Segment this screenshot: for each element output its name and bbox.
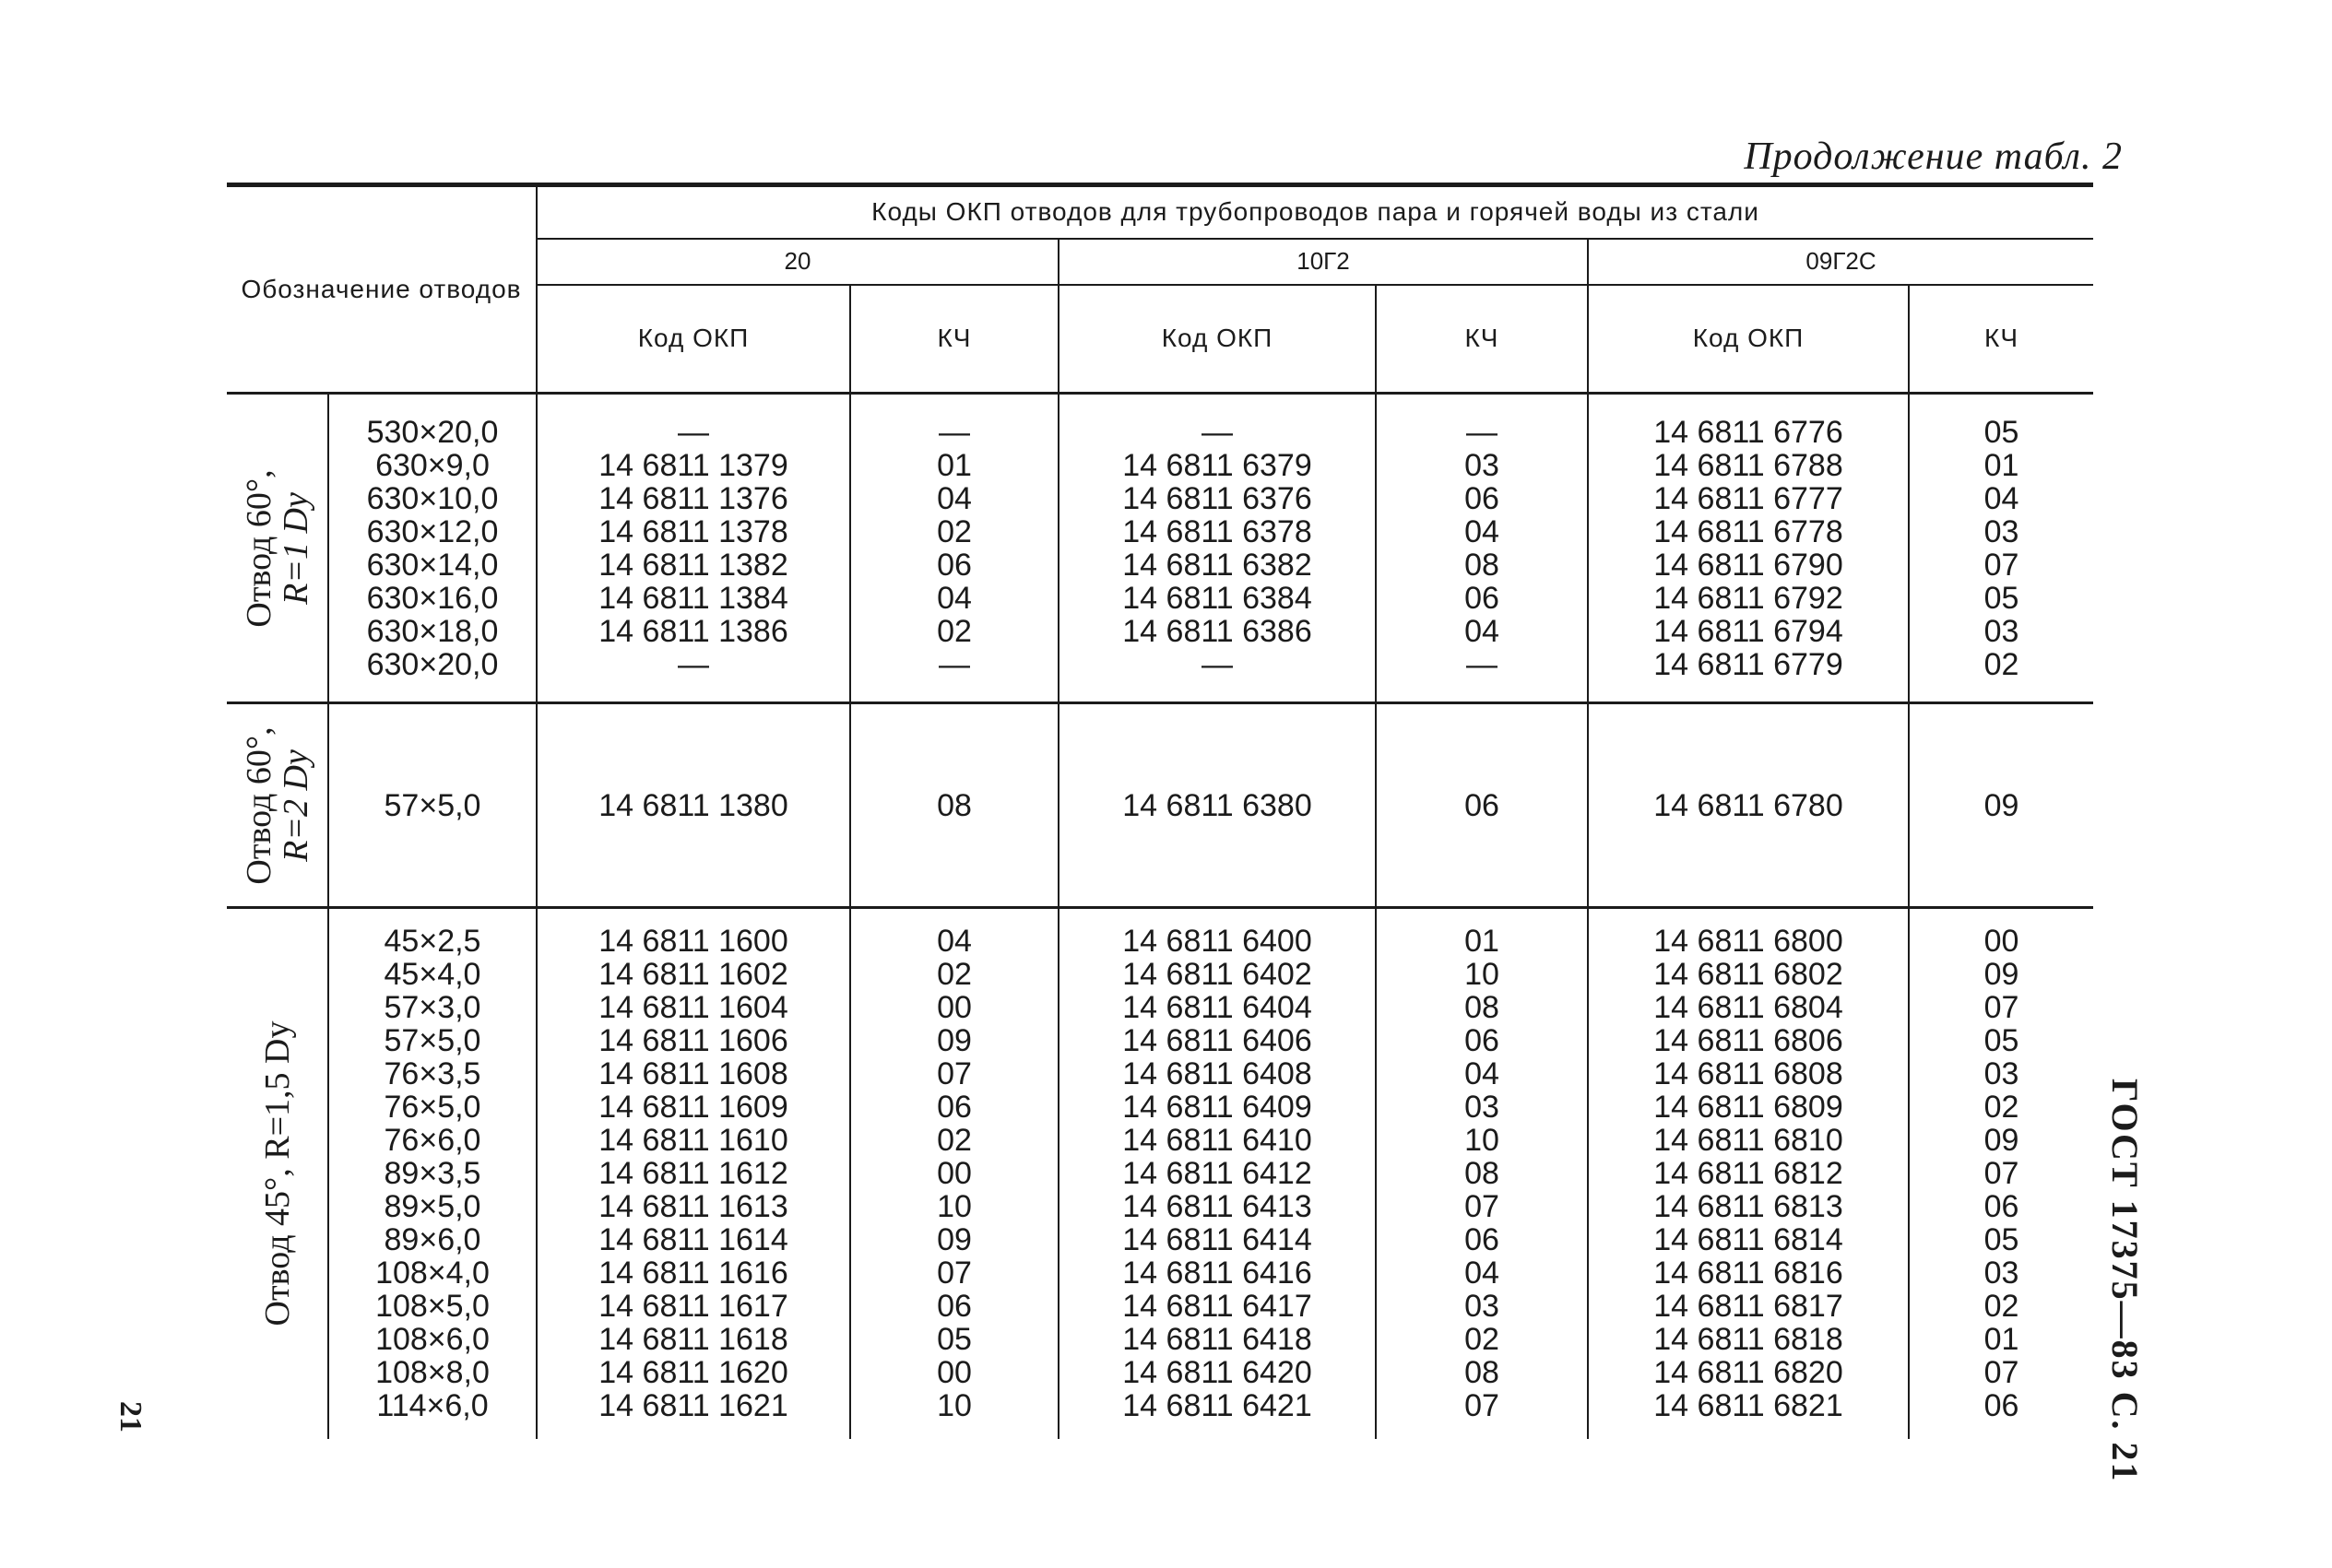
- code-09g2s-value: 14 6811 6778: [1653, 513, 1843, 549]
- kch-20-value: 08: [937, 787, 972, 823]
- code-20-value: 14 6811 1604: [598, 990, 788, 1026]
- size-column-value: 76×6,0: [384, 1123, 481, 1159]
- kch-10g2-value: 03: [1464, 1090, 1499, 1126]
- code-10g2-value: 14 6811 6384: [1122, 580, 1312, 616]
- kch-09g2s-value: 07: [1983, 990, 2019, 1026]
- code-10g2-value: 14 6811 6414: [1122, 1222, 1312, 1258]
- code-09g2s-value: 14 6811 6790: [1653, 547, 1843, 583]
- group-label: [241, 469, 314, 627]
- okp-codes-table: [227, 183, 2093, 1439]
- kch-20-cell: [850, 394, 1059, 703]
- kch-09g2s-value: 06: [1983, 1388, 2019, 1424]
- code-09g2s-value: 14 6811 6813: [1653, 1189, 1843, 1225]
- kch-09g2s-value: 09: [1983, 787, 2019, 823]
- kch-09g2s-value: 03: [1983, 513, 2019, 549]
- code-09g2s-value: 14 6811 6802: [1653, 957, 1843, 993]
- code-09g2s-value: 14 6811 6808: [1653, 1056, 1843, 1092]
- group-label-line1: Отвод 45°, R=1,5 Dу: [257, 1020, 297, 1326]
- kch-09g2s-value: 01: [1983, 447, 2019, 483]
- kch-09g2s-cell: [1909, 908, 2093, 1439]
- kch-09g2s-value: 09: [1983, 957, 2019, 993]
- code-09g2s-value: 14 6811 6812: [1653, 1156, 1843, 1192]
- page-number: 21: [113, 1401, 148, 1432]
- steel-09g2s-header: 09Г2С: [1588, 239, 2093, 285]
- code-10g2-value: 14 6811 6420: [1122, 1355, 1312, 1391]
- code-20-value: 14 6811 1612: [598, 1156, 788, 1192]
- size-column-cell: [328, 908, 537, 1439]
- code-20-value: 14 6811 1376: [598, 480, 788, 516]
- code-10g2-value: 14 6811 6416: [1122, 1256, 1312, 1291]
- code-20-cell: [537, 394, 850, 703]
- designation-header: Обозначение отводов: [227, 185, 537, 394]
- kch-09g2s-value: 01: [1983, 1322, 2019, 1358]
- kch-10g2-cell: [1376, 394, 1588, 703]
- code-10g2-value: 14 6811 6379: [1122, 447, 1312, 483]
- group-label-cell: [227, 908, 328, 1439]
- size-column-cell: [328, 703, 537, 908]
- code-20-value: 14 6811 1382: [598, 547, 788, 583]
- code-09g2s-value: 14 6811 6820: [1653, 1355, 1843, 1391]
- size-column-value: 108×8,0: [375, 1355, 490, 1391]
- code-10g2-value: 14 6811 6404: [1122, 990, 1312, 1026]
- code-20-value: 14 6811 1378: [598, 513, 788, 549]
- code-20-value: 14 6811 1610: [598, 1123, 788, 1159]
- kch-20-value: 06: [937, 1090, 972, 1126]
- kch-10g2-value: 03: [1464, 447, 1499, 483]
- code-09g2s-value: 14 6811 6800: [1653, 924, 1843, 960]
- group-label: [241, 726, 314, 884]
- code-20-value: 14 6811 1384: [598, 580, 788, 616]
- kch-20-value: 07: [937, 1056, 972, 1092]
- kch-20-value: 06: [937, 547, 972, 583]
- size-column-value: 108×5,0: [375, 1289, 490, 1325]
- code-20-value: 14 6811 1606: [598, 1023, 788, 1059]
- code-09g2s-value: 14 6811 6809: [1653, 1090, 1843, 1126]
- kch-09g2s-value: 07: [1983, 1156, 2019, 1192]
- code-20-value: 14 6811 1609: [598, 1090, 788, 1126]
- size-column-value: 108×6,0: [375, 1322, 490, 1358]
- kch-09g2s-value: 02: [1983, 646, 2019, 682]
- code-20-value: 14 6811 1380: [598, 787, 788, 823]
- code-10g2-value: 14 6811 6410: [1122, 1123, 1312, 1159]
- kch-09g2s-value: 05: [1983, 1023, 2019, 1059]
- size-column-value: 57×5,0: [384, 1023, 481, 1059]
- code-09g2s-value: 14 6811 6821: [1653, 1388, 1843, 1424]
- kch-20-value: 00: [937, 990, 972, 1026]
- group-row: [227, 703, 2093, 908]
- code-09g2s-value: 14 6811 6780: [1653, 787, 1843, 823]
- kch-10g2-value: 06: [1464, 1222, 1499, 1258]
- kch-09g2s-value: 02: [1983, 1090, 2019, 1126]
- kch-20-value: 10: [937, 1388, 972, 1424]
- kch-09g2s-value: 00: [1983, 924, 2019, 960]
- code-20-value: 14 6811 1618: [598, 1322, 788, 1358]
- table-caption: Продолжение табл. 2: [1744, 136, 2123, 178]
- code-10g2-value: 14 6811 6386: [1122, 613, 1312, 649]
- group-label-cell: [227, 703, 328, 908]
- steel-20-header: 20: [537, 239, 1059, 285]
- kch-09g2s-value: 02: [1983, 1289, 2019, 1325]
- kch-09g2s-value: 05: [1983, 414, 2019, 450]
- kch-09g2s-value: 04: [1983, 480, 2019, 516]
- size-column-cell: [328, 394, 537, 703]
- code-20-value: 14 6811 1600: [598, 924, 788, 960]
- kch-20-value: 02: [937, 957, 972, 993]
- size-column-value: 45×4,0: [384, 957, 481, 993]
- code-10g2-value: —: [1202, 414, 1233, 450]
- size-column-value: 76×5,0: [384, 1090, 481, 1126]
- size-column-value: 630×20,0: [366, 646, 499, 682]
- code-20-value: 14 6811 1614: [598, 1222, 788, 1258]
- kch-20-cell: [850, 908, 1059, 1439]
- kch-20-value: 09: [937, 1222, 972, 1258]
- kch-10g2-cell: [1376, 908, 1588, 1439]
- kch-20-value: 06: [937, 1289, 972, 1325]
- code-20-value: 14 6811 1608: [598, 1056, 788, 1092]
- group-label-line2: R=2 Dу: [276, 749, 315, 862]
- code-20-cell: [537, 703, 850, 908]
- code-09g2s-value: 14 6811 6806: [1653, 1023, 1843, 1059]
- kch-20-value: 04: [937, 580, 972, 616]
- code-20-value: —: [678, 414, 709, 450]
- code-header: Код ОКП: [537, 285, 850, 394]
- group-label-line2: R=1 Dу: [276, 491, 315, 605]
- kch-20-value: 02: [937, 513, 972, 549]
- kch-20-value: 01: [937, 447, 972, 483]
- kch-20-cell: [850, 703, 1059, 908]
- kch-20-value: 02: [937, 1123, 972, 1159]
- kch-10g2-value: 08: [1464, 990, 1499, 1026]
- code-20-value: 14 6811 1616: [598, 1256, 788, 1291]
- code-10g2-value: 14 6811 6408: [1122, 1056, 1312, 1092]
- kch-10g2-value: 07: [1464, 1189, 1499, 1225]
- size-column-value: 114×6,0: [376, 1388, 489, 1424]
- code-20-value: 14 6811 1617: [598, 1289, 788, 1325]
- kch-20-value: 09: [937, 1023, 972, 1059]
- size-column-value: 89×3,5: [384, 1156, 481, 1192]
- size-column-value: 57×5,0: [384, 787, 481, 823]
- code-10g2-value: 14 6811 6376: [1122, 480, 1312, 516]
- kch-09g2s-value: 06: [1983, 1189, 2019, 1225]
- kch-09g2s-value: 03: [1983, 1056, 2019, 1092]
- group-label-line1: Отвод 60°,: [239, 725, 278, 885]
- code-09g2s-value: 14 6811 6792: [1653, 580, 1843, 616]
- kch-10g2-value: 03: [1464, 1289, 1499, 1325]
- kch-09g2s-value: 05: [1983, 1222, 2019, 1258]
- kch-10g2-value: 06: [1464, 480, 1499, 516]
- code-10g2-value: 14 6811 6412: [1122, 1156, 1312, 1192]
- size-column-value: 630×16,0: [366, 580, 499, 616]
- code-header: Код ОКП: [1588, 285, 1909, 394]
- size-column-value: 108×4,0: [375, 1256, 490, 1291]
- kch-10g2-value: 07: [1464, 1388, 1499, 1424]
- kch-10g2-value: 04: [1464, 1256, 1499, 1291]
- code-09g2s-value: 14 6811 6817: [1653, 1289, 1843, 1325]
- code-20-value: 14 6811 1602: [598, 957, 788, 993]
- code-10g2-value: 14 6811 6380: [1122, 787, 1312, 823]
- size-column-value: 630×9,0: [375, 447, 490, 483]
- kch-09g2s-value: 05: [1983, 580, 2019, 616]
- code-09g2s-value: 14 6811 6777: [1653, 480, 1843, 516]
- kch-header: КЧ: [1909, 285, 2093, 394]
- kch-10g2-value: 02: [1464, 1322, 1499, 1358]
- code-20-value: 14 6811 1621: [598, 1388, 788, 1424]
- kch-09g2s-value: 03: [1983, 1256, 2019, 1291]
- group-row: [227, 908, 2093, 1439]
- size-column-value: 76×3,5: [384, 1056, 481, 1092]
- code-20-cell: [537, 908, 850, 1439]
- kch-20-value: 00: [937, 1156, 972, 1192]
- code-20-value: 14 6811 1379: [598, 447, 788, 483]
- kch-10g2-value: 04: [1464, 513, 1499, 549]
- code-10g2-cell: [1059, 908, 1376, 1439]
- code-09g2s-cell: [1588, 908, 1909, 1439]
- code-10g2-value: 14 6811 6406: [1122, 1023, 1312, 1059]
- kch-20-value: 02: [937, 613, 972, 649]
- code-10g2-value: 14 6811 6421: [1122, 1388, 1312, 1424]
- size-column-value: 45×2,5: [384, 924, 481, 960]
- code-10g2-value: 14 6811 6402: [1122, 957, 1312, 993]
- code-20-value: 14 6811 1620: [598, 1355, 788, 1391]
- size-column-value: 89×5,0: [384, 1189, 481, 1225]
- size-column-value: 57×3,0: [384, 990, 481, 1026]
- code-10g2-value: 14 6811 6400: [1122, 924, 1312, 960]
- kch-20-value: —: [939, 646, 970, 682]
- group-title-header: Коды ОКП отводов для трубопроводов пара и горячей воды из стали: [537, 185, 2093, 239]
- standard-stamp: ГОСТ 17375—83 С. 21: [2104, 1079, 2146, 1483]
- kch-09g2s-cell: [1909, 703, 2093, 908]
- kch-10g2-value: 04: [1464, 1056, 1499, 1092]
- kch-10g2-value: 10: [1464, 957, 1499, 993]
- code-09g2s-value: 14 6811 6816: [1653, 1256, 1843, 1291]
- code-20-value: 14 6811 1613: [598, 1189, 788, 1225]
- kch-10g2-value: 10: [1464, 1123, 1499, 1159]
- code-10g2-value: 14 6811 6417: [1122, 1289, 1312, 1325]
- kch-10g2-value: 04: [1464, 613, 1499, 649]
- code-10g2-value: 14 6811 6418: [1122, 1322, 1312, 1358]
- code-10g2-value: 14 6811 6409: [1122, 1090, 1312, 1126]
- kch-20-value: 05: [937, 1322, 972, 1358]
- kch-09g2s-value: 09: [1983, 1123, 2019, 1159]
- size-column-value: 630×12,0: [366, 513, 499, 549]
- code-10g2-value: 14 6811 6378: [1122, 513, 1312, 549]
- size-column-value: 630×18,0: [366, 613, 499, 649]
- kch-20-value: 00: [937, 1355, 972, 1391]
- code-09g2s-value: 14 6811 6776: [1653, 414, 1843, 450]
- group-row: [227, 394, 2093, 703]
- size-column-value: 530×20,0: [366, 414, 499, 450]
- code-10g2-cell: [1059, 394, 1376, 703]
- code-09g2s-cell: [1588, 394, 1909, 703]
- group-label: [259, 1021, 296, 1326]
- kch-09g2s-value: 07: [1983, 1355, 2019, 1391]
- code-09g2s-value: 14 6811 6818: [1653, 1322, 1843, 1358]
- code-20-value: 14 6811 1386: [598, 613, 788, 649]
- kch-10g2-value: 08: [1464, 1355, 1499, 1391]
- code-10g2-value: —: [1202, 646, 1233, 682]
- kch-10g2-value: 06: [1464, 787, 1499, 823]
- code-09g2s-value: 14 6811 6804: [1653, 990, 1843, 1026]
- kch-20-value: 04: [937, 924, 972, 960]
- code-10g2-cell: [1059, 703, 1376, 908]
- steel-10g2-header: 10Г2: [1059, 239, 1588, 285]
- code-09g2s-value: 14 6811 6814: [1653, 1222, 1843, 1258]
- kch-20-value: 10: [937, 1189, 972, 1225]
- kch-10g2-cell: [1376, 703, 1588, 908]
- size-column-value: 630×10,0: [366, 480, 499, 516]
- kch-header: КЧ: [850, 285, 1059, 394]
- kch-09g2s-value: 07: [1983, 547, 2019, 583]
- kch-10g2-value: 01: [1464, 924, 1499, 960]
- code-09g2s-value: 14 6811 6779: [1653, 646, 1843, 682]
- kch-10g2-value: 06: [1464, 1023, 1499, 1059]
- kch-10g2-value: —: [1466, 414, 1497, 450]
- code-09g2s-value: 14 6811 6788: [1653, 447, 1843, 483]
- code-10g2-value: 14 6811 6382: [1122, 547, 1312, 583]
- code-09g2s-cell: [1588, 703, 1909, 908]
- kch-09g2s-value: 03: [1983, 613, 2019, 649]
- kch-09g2s-cell: [1909, 394, 2093, 703]
- kch-10g2-value: 06: [1464, 580, 1499, 616]
- code-header: Код ОКП: [1059, 285, 1376, 394]
- kch-20-value: —: [939, 414, 970, 450]
- size-column-value: 630×14,0: [366, 547, 499, 583]
- kch-20-value: 07: [937, 1256, 972, 1291]
- kch-10g2-value: —: [1466, 646, 1497, 682]
- kch-20-value: 04: [937, 480, 972, 516]
- kch-10g2-value: 08: [1464, 547, 1499, 583]
- code-09g2s-value: 14 6811 6794: [1653, 613, 1843, 649]
- code-20-value: —: [678, 646, 709, 682]
- size-column-value: 89×6,0: [384, 1222, 481, 1258]
- group-label-cell: [227, 394, 328, 703]
- kch-header: КЧ: [1376, 285, 1588, 394]
- code-10g2-value: 14 6811 6413: [1122, 1189, 1312, 1225]
- kch-10g2-value: 08: [1464, 1156, 1499, 1192]
- group-label-line1: Отвод 60°,: [239, 468, 278, 628]
- code-09g2s-value: 14 6811 6810: [1653, 1123, 1843, 1159]
